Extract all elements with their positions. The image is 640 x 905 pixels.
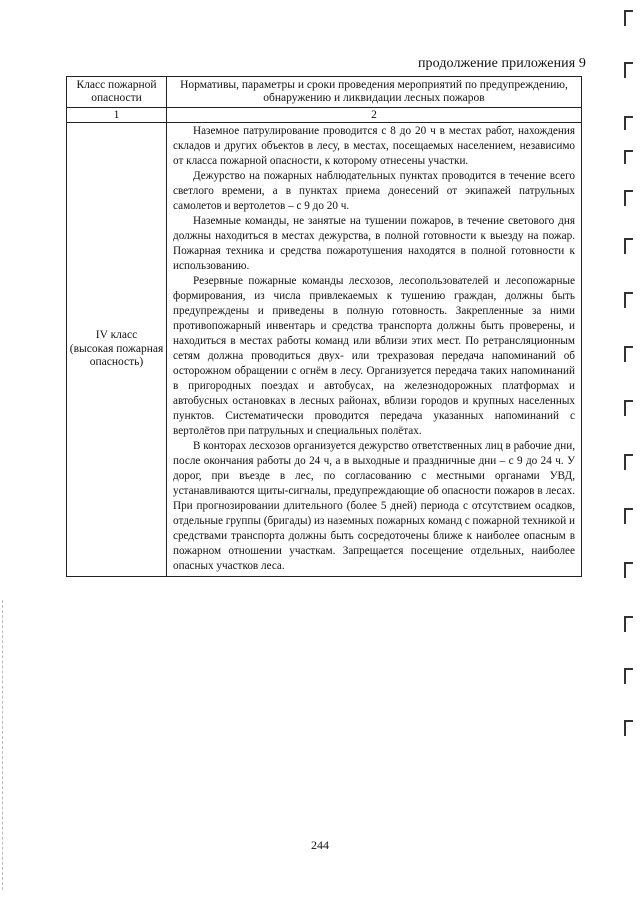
scan-artifact: [624, 508, 633, 524]
table-row: [67, 123, 582, 577]
scan-artifact: [624, 10, 633, 26]
scan-artifact: [624, 616, 633, 632]
scan-artifact: [624, 562, 633, 578]
scan-artifact: [624, 238, 633, 254]
scan-artifact: [624, 346, 633, 362]
scan-artifact: [624, 720, 633, 736]
column-number-1: 1: [67, 108, 167, 123]
scan-artifact: [624, 150, 633, 164]
norms-paragraph: В конторах лесхозов организуется дежурство ответственных лиц в рабочие дни, после окончания работы до 24 ч, а в выходные и праздничные дни – с 9 до 24 ч. У дорог, при въезде в лес, по согласованию с местными органами УВД, устанавливаются щиты-сигналы, предупреждающие об опасности пожаров в лесах. При прогнозировании длительного (более 5 дней) периода с отсутствием осадков, отдельные группы (бригады) из наземных пожарных команд с пожарной техникой и средствами транспорта должны быть сосредоточены ближе к наиболее опасным в пожарном отношении участкам. Запрещается посещение отдельных, наиболее опасных участков леса.: [173, 440, 575, 572]
scan-artifact: [624, 454, 633, 470]
scan-artifact: [624, 668, 633, 684]
scan-edge-line: [2, 600, 4, 890]
norms-paragraph: Резервные пожарные команды лесхозов, лесопользователей и лесопожарные формирования, из числа привлекаемых к тушению граждан, должны быть предупреждены и приведены в полную готовность. Закрепленные за ними противопожарный инвентарь и средства транспорта должны быть проверены, и находиться в местах работы команд или вблизи этих мест. По ретрансляционным сетям должна проводиться двух- или трехразовая передача напоминаний об осторожном обращении с огнём в лесу. Организуется передача таких напоминаний в пригородных поездах и автобусах, на железнодорожных платформах и автобусных остановках в лесных районах, вблизи городов и крупных населенных пунктов. Систематически проводится передача указанных напоминаний с вертолётов при патрульных и специальных полётах.: [173, 275, 575, 437]
column-header-class: Класс пожарной опасности: [67, 77, 167, 108]
column-header-norms: Нормативы, параметры и сроки проведения мероприятий по предупреждению, обнаружению и ликвидации лесных пожаров: [167, 77, 582, 108]
norms-paragraph: Дежурство на пожарных наблюдательных пунктах проводится в течение всего светлого времени, а в пунктах приема донесений от экипажей патрульных самолетов и вертолетов – с 9 до 20 ч.: [173, 170, 575, 212]
fire-danger-table: [66, 76, 582, 577]
table-number-row: [67, 108, 582, 123]
fire-class-subtitle: (высокая пожарная опасность): [69, 342, 164, 369]
scan-artifact: [624, 400, 633, 416]
norms-paragraph: Наземные команды, не занятые на тушении пожаров, в течение светового дня должны находиться в местах дежурства, в полной готовности к выезду на пожар. Пожарная техника и средства пожаротушения находятся в полной готовности к использованию.: [173, 215, 575, 272]
norms-cell: [167, 123, 582, 577]
column-number-2: 2: [167, 108, 582, 123]
norms-paragraph: Наземное патрулирование проводится с 8 до 20 ч в местах работ, нахождения складов и других объектов в лесу, в местах, посещаемых населением, независимо от класса пожарной опасности, к которому отнесены участки.: [173, 125, 575, 167]
page-number: 244: [311, 838, 329, 852]
scan-artifact: [624, 62, 633, 78]
scan-artifact: [624, 292, 633, 308]
fire-class-cell: [67, 123, 167, 577]
scan-artifact: [624, 116, 633, 130]
scan-artifact: [624, 190, 633, 206]
fire-class-title: IV класс: [95, 329, 138, 342]
table-header-row: [67, 77, 582, 108]
supplement-caption: продолжение приложения 9: [417, 56, 586, 71]
